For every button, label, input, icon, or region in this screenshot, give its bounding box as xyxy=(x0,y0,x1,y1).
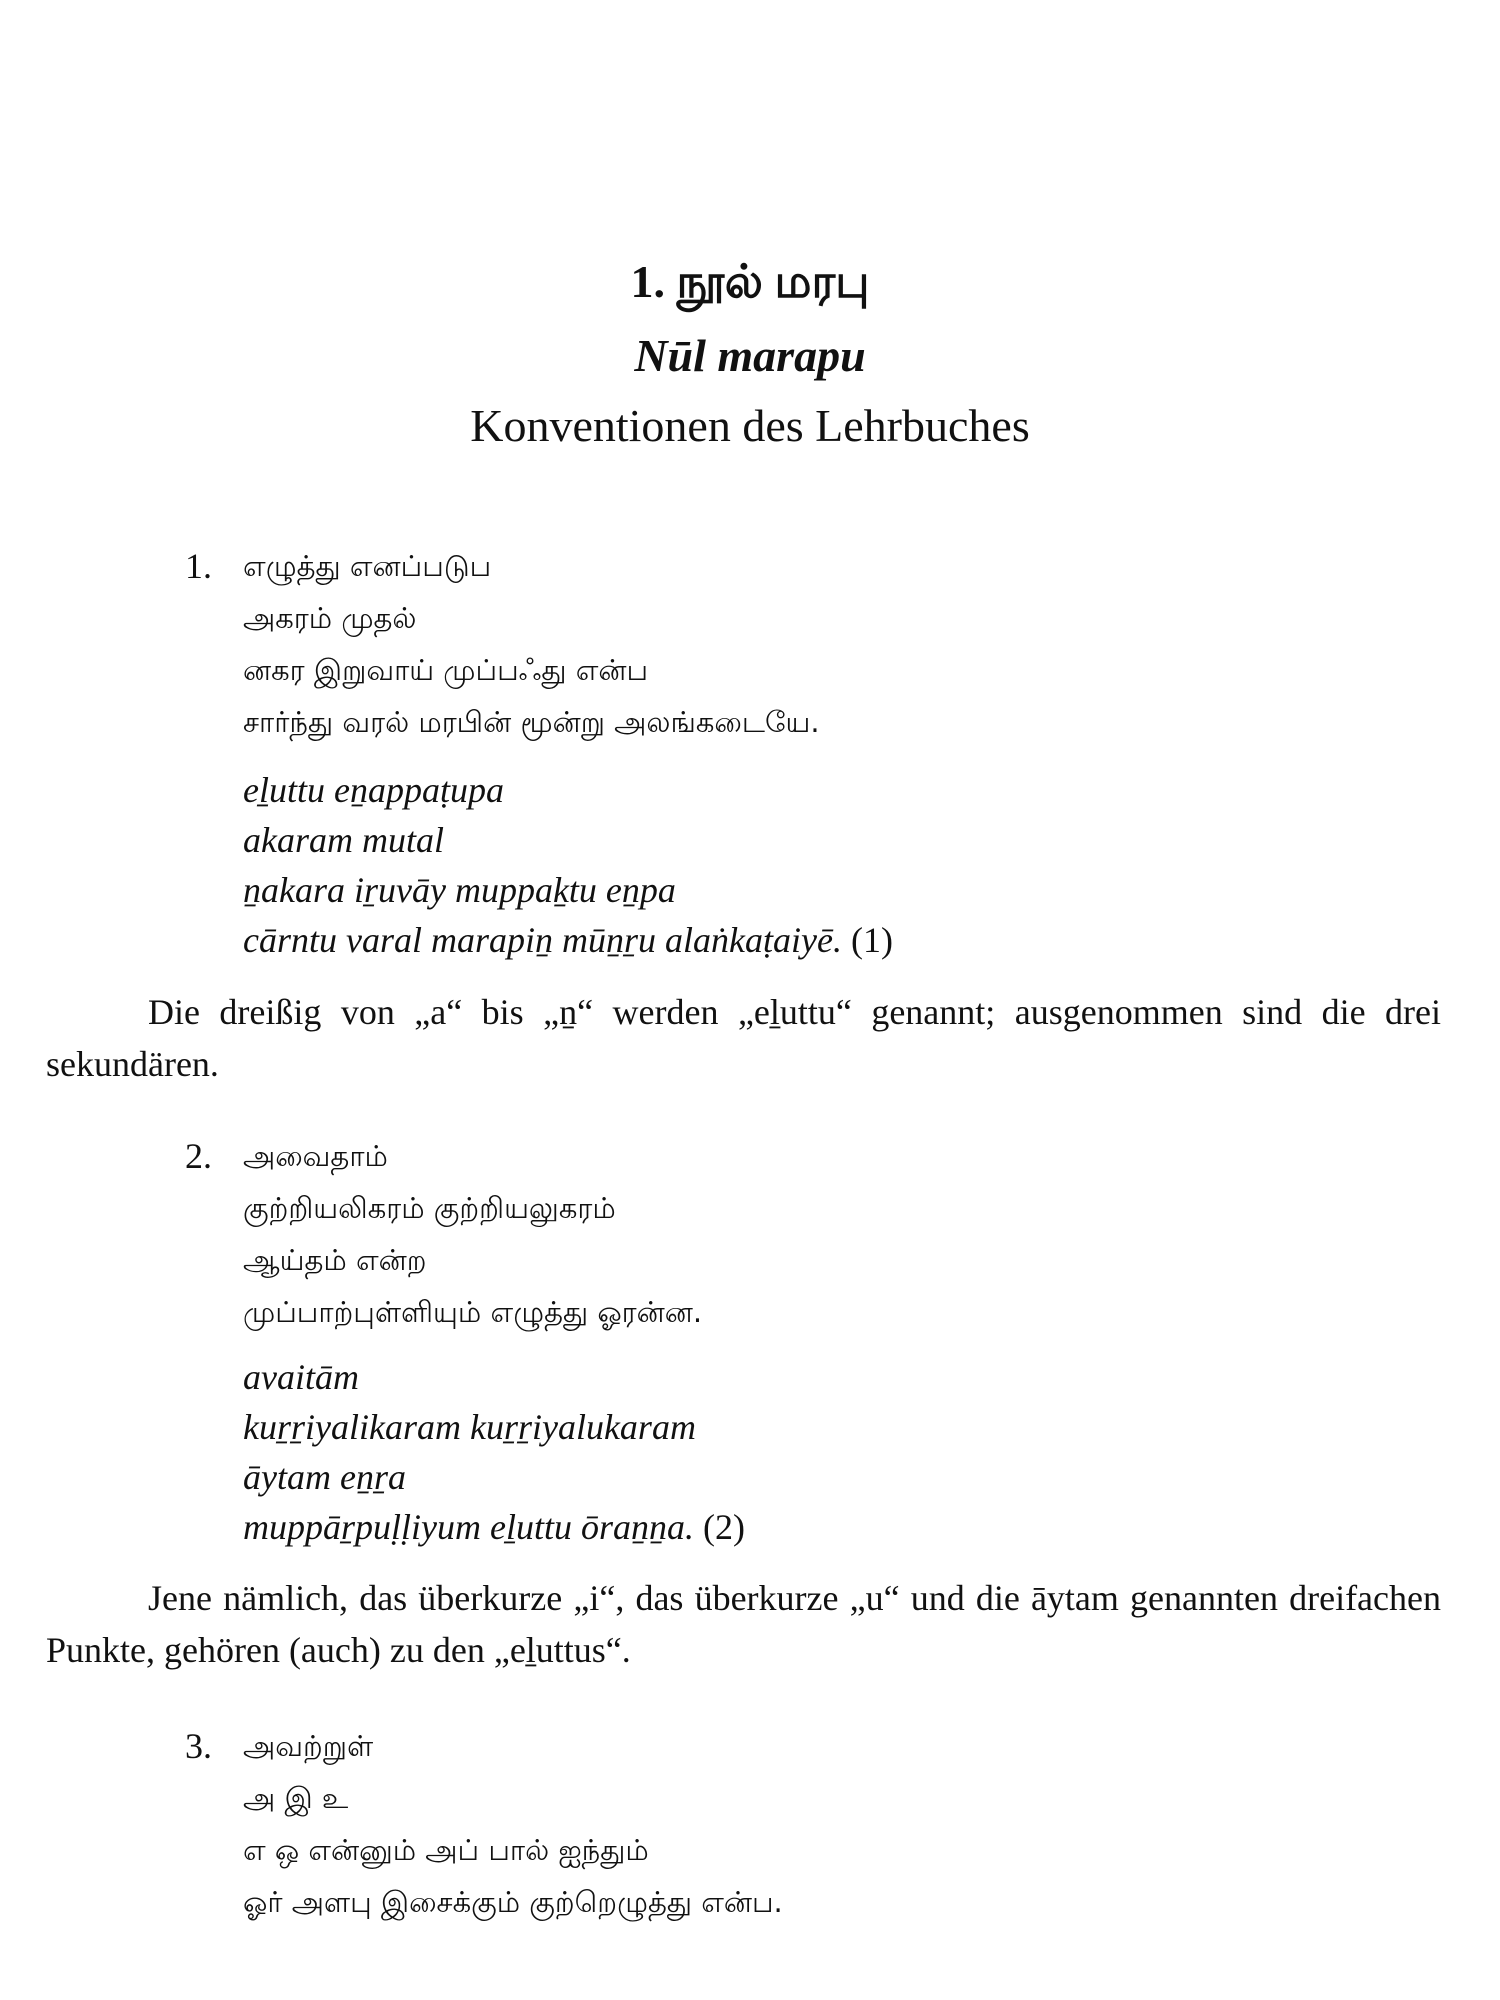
tamil-line: முப்பாற்புள்ளியும் எழுத்து ஓரன்ன. xyxy=(243,1295,703,1329)
verse-transliteration xyxy=(243,1352,745,1552)
verse-reference: (2) xyxy=(702,1507,745,1547)
verse-reference: (1) xyxy=(850,920,893,960)
chapter-title-tamil: 1. நூல் மரபு xyxy=(630,256,870,307)
tamil-line: அகரம் முதல் xyxy=(243,601,417,635)
verse-transliteration xyxy=(243,765,893,965)
translit-line xyxy=(243,915,893,965)
verse-tamil-text xyxy=(243,1720,783,1928)
verse-number: 2. xyxy=(185,1136,212,1176)
chapter-title-transliteration: Nūl marapu xyxy=(634,330,866,381)
translit-line: ṉakara iṟuvāy muppaḵtu eṉpa xyxy=(243,870,676,910)
translit-line-text: cārntu varal marapiṉ mūṉṟu alaṅkaṭaiyē. xyxy=(243,920,842,960)
tamil-line: சார்ந்து வரல் மரபின் மூன்று அலங்கடையே. xyxy=(243,705,820,739)
tamil-line: னகர இறுவாய் முப்பஃது என்ப xyxy=(243,653,649,687)
verse-number: 3. xyxy=(185,1726,212,1766)
translit-line: akaram mutal xyxy=(243,820,444,860)
verse-tamil-text xyxy=(243,540,820,748)
tamil-line: ஓர் அளபு இசைக்கும் குற்றெழுத்து என்ப. xyxy=(243,1885,783,1919)
verse-1-translation: Die dreißig von „a“ bis „ṉ“ werden „eḻuttu“ genannt; ausgenommen sind die drei sekundären. xyxy=(46,992,1441,1084)
verse-2-translation: Jene nämlich, das überkurze „i“, das überkurze „u“ und die āytam genannten dreifachen Punkte, gehören (auch) zu den „eḻuttus“. xyxy=(46,1578,1441,1670)
translit-line: kuṟṟiyalikaram kuṟṟiyalukaram xyxy=(243,1407,696,1447)
translit-line-text: muppāṟpuḷḷiyum eḻuttu ōraṉṉa. xyxy=(243,1507,694,1547)
tamil-line: எ ஒ என்னும் அப் பால் ஐந்தும் xyxy=(243,1833,649,1867)
tamil-line: அவற்றுள் xyxy=(243,1729,374,1763)
translit-line: āytam eṉṟa xyxy=(243,1457,406,1497)
tamil-line: ஆய்தம் என்ற xyxy=(243,1243,427,1277)
translit-line: eḻuttu eṉappaṭupa xyxy=(243,770,504,810)
tamil-line: அ இ உ xyxy=(243,1781,349,1815)
verse-number: 1. xyxy=(185,546,212,586)
tamil-line: எழுத்து எனப்படுப xyxy=(243,549,492,583)
chapter-title-german: Konventionen des Lehrbuches xyxy=(470,400,1030,451)
tamil-line: குற்றியலிகரம் குற்றியலுகரம் xyxy=(243,1191,616,1225)
tamil-line: அவைதாம் xyxy=(243,1139,388,1173)
translit-line: avaitām xyxy=(243,1357,359,1397)
translit-line xyxy=(243,1502,745,1552)
verse-tamil-text xyxy=(243,1130,702,1338)
